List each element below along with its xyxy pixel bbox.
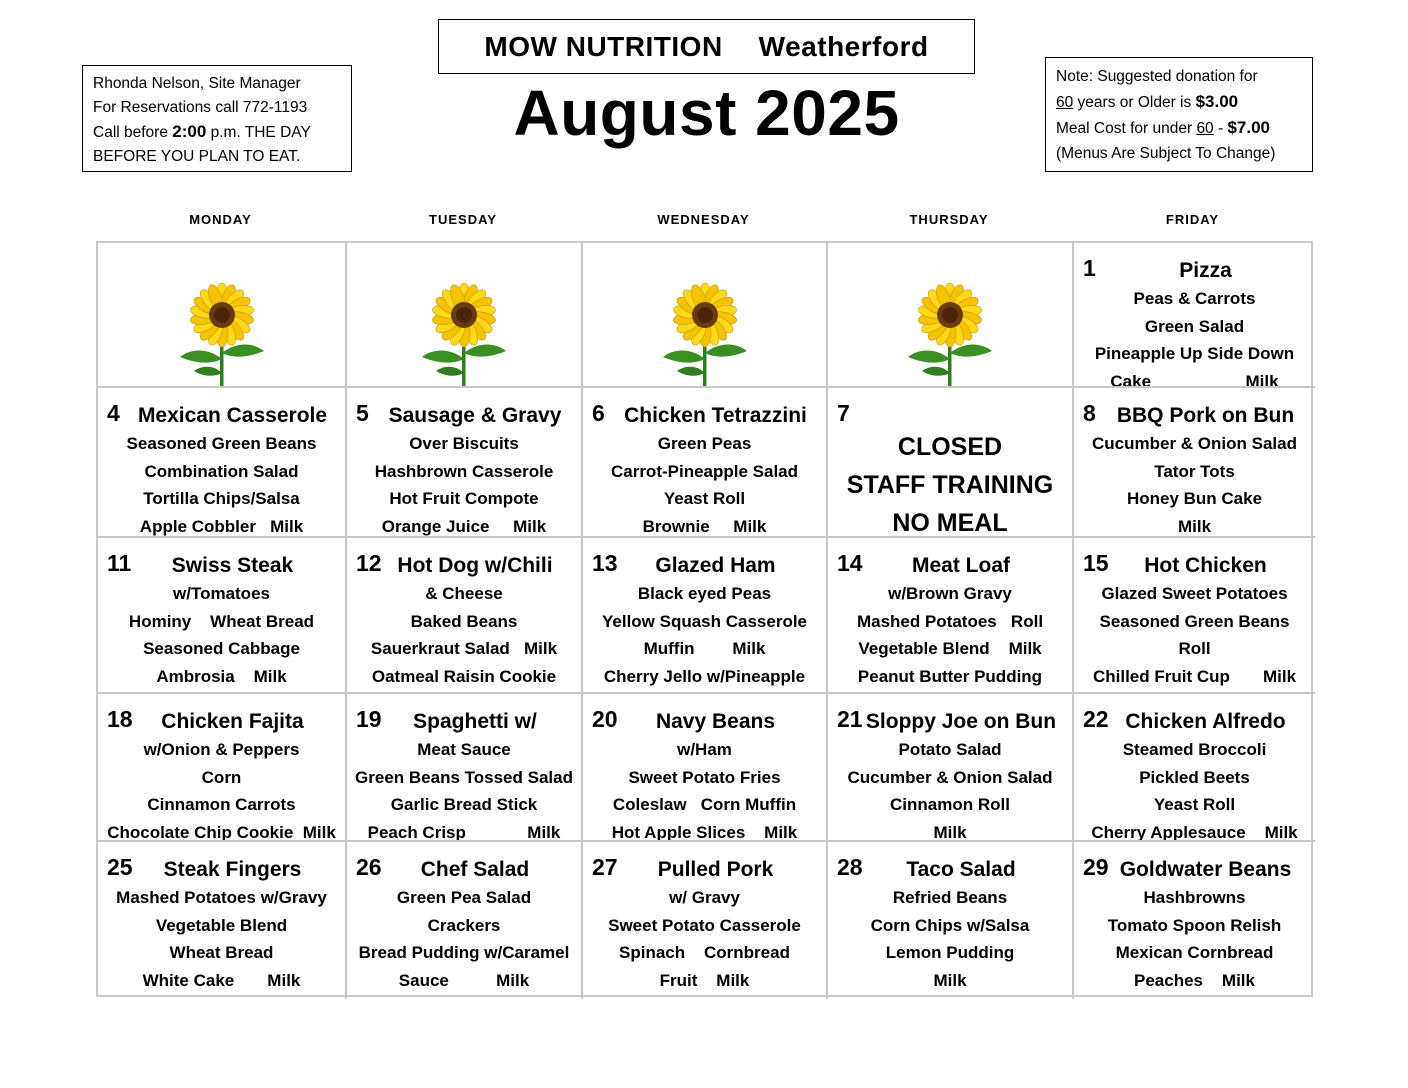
menu-item: Peach Crisp Milk (367, 822, 561, 842)
menu-item: w/Ham (677, 740, 732, 759)
weekday-header-wednesday: WEDNESDAY (657, 212, 750, 227)
sunflower-icon (414, 277, 514, 388)
main-dish: Swiss Steak (171, 554, 294, 577)
empty-day-cell (583, 243, 828, 388)
day-number: 18 (107, 706, 133, 732)
day-cell-26 (347, 842, 583, 999)
menu-item: Over Biscuits (409, 434, 519, 453)
menu-item: Hot Fruit Compote (389, 489, 539, 508)
day-number: 25 (107, 854, 133, 880)
menu-item: Spinach Cornbread (619, 943, 790, 962)
day-cell-8 (1074, 388, 1315, 538)
day-cell-1 (1074, 243, 1315, 388)
day-number: 14 (837, 550, 863, 576)
menu-item: Vegetable Blend Milk (858, 639, 1042, 658)
day-number: 19 (356, 706, 382, 732)
menu-item: Peanut Butter Pudding (857, 666, 1043, 686)
main-dish: Glazed Ham (655, 554, 776, 577)
menu-item: Hashbrowns (1143, 888, 1246, 907)
day-number: 8 (1083, 400, 1096, 426)
menu-item: Milk (933, 822, 967, 842)
menu-items (98, 708, 345, 842)
menu-item: Seasoned Green Beans (1099, 611, 1290, 631)
menu-item: Carrot-Pineapple Salad (610, 461, 799, 481)
weekday-header-friday: FRIDAY (1165, 212, 1220, 227)
day-cell-6 (583, 388, 828, 538)
menu-item: Honey Bun Cake (1126, 489, 1263, 508)
menu-item: Corn (201, 767, 242, 787)
menu-item: White Cake Milk (142, 970, 301, 990)
menu-item: Lemon Pudding (885, 943, 1015, 962)
main-dish: Sloppy Joe on Bun (865, 710, 1057, 733)
day-number: 21 (837, 706, 863, 732)
note-line: Note: Suggested donation for (1056, 68, 1258, 85)
menu-item: Hominy Wheat Bread (128, 611, 315, 631)
day-cell-21 (828, 694, 1074, 842)
menu-item: Chilled Fruit Cup Milk (1092, 666, 1297, 686)
main-dish: Chicken Alfredo (1125, 710, 1286, 733)
day-number: 13 (592, 550, 618, 576)
menu-item: Tomato Spoon Relish (1107, 915, 1282, 935)
menu-item: Sweet Potato Casserole (608, 915, 801, 935)
menu-item: Fruit Milk (659, 970, 750, 990)
main-dish: CLOSED (897, 433, 1003, 461)
day-number: 26 (356, 854, 382, 880)
menu-item: NO MEAL (892, 509, 1008, 537)
menu-item: Muffin Milk (643, 639, 766, 658)
day-before-line: BEFORE YOU PLAN TO EAT. (93, 148, 301, 165)
menu-item: Peaches Milk (1134, 970, 1255, 990)
sunflower-icon (900, 277, 1000, 388)
menu-item: Milk (933, 970, 967, 990)
menu-item: Cinnamon Carrots (147, 795, 296, 814)
closed-notice (828, 428, 1072, 538)
day-cell-29 (1074, 842, 1315, 999)
day-cell-28 (828, 842, 1074, 999)
menu-item: Combination Salad (144, 461, 299, 481)
menu-item: Green Salad (1144, 316, 1245, 336)
menu-items (98, 552, 345, 690)
main-dish: Chicken Tetrazzini (624, 404, 807, 427)
menu-item: Brownie Milk (642, 516, 767, 536)
weekday-header-thursday: THURSDAY (909, 212, 989, 227)
day-number: 12 (356, 550, 382, 576)
day-cell-22 (1074, 694, 1315, 842)
menu-item: Tortilla Chips/Salsa (143, 489, 300, 508)
day-number: 29 (1083, 854, 1109, 880)
menu-items (347, 708, 581, 842)
main-dish: Chef Salad (420, 858, 530, 881)
menu-items (583, 708, 826, 842)
main-dish: Taco Salad (906, 858, 1016, 881)
main-dish: Mexican Casserole (137, 404, 328, 427)
menu-item: Hot Apple Slices Milk (611, 822, 798, 842)
menu-item: Tator Tots (1154, 461, 1235, 481)
main-dish: Goldwater Beans (1119, 858, 1292, 881)
menu-item: Mexican Cornbread (1115, 943, 1274, 962)
main-dish: BBQ Pork on Bun (1116, 404, 1295, 427)
day-number: 22 (1083, 706, 1109, 732)
menu-item: Steamed Broccoli (1122, 740, 1267, 759)
menu-items (347, 552, 581, 690)
empty-day-cell (347, 243, 583, 388)
main-dish: Navy Beans (655, 710, 776, 733)
menu-item: Pineapple Up Side Down (1094, 344, 1295, 363)
main-dish: Steak Fingers (163, 858, 302, 881)
site-title (438, 19, 975, 74)
menu-item: Wheat Bread (169, 943, 274, 962)
menu-item: Cucumber & Onion Salad (847, 767, 1053, 787)
empty-day-cell (828, 243, 1074, 388)
main-dish: Pulled Pork (657, 858, 774, 881)
meal-cost-line: Meal Cost for under 60 - $7.00 (1056, 118, 1271, 137)
menu-item: Ambrosia Milk (156, 666, 287, 686)
main-dish: Hot Chicken (1144, 554, 1267, 577)
menu-item: Hashbrown Casserole (374, 461, 554, 481)
menu-item: Black eyed Peas (637, 584, 772, 603)
menu-item: Oatmeal Raisin Cookie (371, 666, 557, 686)
menu-item: Yeast Roll (663, 489, 746, 508)
sunflower-icon (172, 277, 272, 388)
main-dish: Pizza (1179, 259, 1232, 282)
menu-item: w/Brown Gravy (888, 584, 1012, 603)
reservation-line: For Reservations call 772-1193 (93, 99, 308, 116)
menu-item: Mashed Potatoes w/Gravy (116, 888, 327, 907)
menu-item: Cherry Applesauce Milk (1091, 822, 1298, 842)
menu-item: Mashed Potatoes Roll (856, 611, 1044, 631)
menu-item: Sauerkraut Salad Milk (370, 639, 558, 658)
menu-items (347, 402, 581, 538)
manager-line: Rhonda Nelson, Site Manager (93, 75, 301, 92)
menu-items (828, 856, 1072, 994)
menu-item: Sweet Potato Fries (628, 767, 781, 787)
menu-items (583, 856, 826, 994)
menu-item: Potato Salad (898, 740, 1002, 759)
menu-item: Cake Milk (1110, 371, 1279, 388)
menu-item: Chocolate Chip Cookie Milk (107, 822, 336, 842)
weekday-header-tuesday: TUESDAY (429, 212, 497, 227)
menu-item: Coleslaw Corn Muffin (612, 795, 797, 814)
day-number: 1 (1083, 255, 1096, 281)
site-name: Weatherford (758, 30, 929, 62)
day-cell-7 (828, 388, 1074, 538)
menu-items (98, 402, 345, 538)
day-number: 28 (837, 854, 863, 880)
weekday-header-monday: MONDAY (189, 212, 252, 227)
menu-item: STAFF TRAINING (846, 471, 1054, 499)
menu-item: Bread Pudding w/Caramel (358, 943, 570, 962)
month-title: August 2025 (513, 77, 900, 149)
day-cell-13 (583, 538, 828, 694)
menu-item: & Cheese (425, 584, 503, 603)
day-cell-25 (98, 842, 347, 999)
day-number: 7 (837, 400, 850, 426)
menu-item: Glazed Sweet Potatoes (1101, 584, 1288, 603)
day-number: 6 (592, 400, 605, 426)
menu-change-line: (Menus Are Subject To Change) (1056, 145, 1276, 162)
day-cell-5 (347, 388, 583, 538)
menu-item: Refried Beans (892, 888, 1008, 907)
menu-items (1074, 257, 1315, 388)
main-dish: Spaghetti w/ (413, 710, 537, 733)
day-cell-27 (583, 842, 828, 999)
day-number: 27 (592, 854, 618, 880)
menu-item: Baked Beans (410, 611, 518, 631)
main-dish: Meat Loaf (911, 554, 1010, 577)
menu-items (828, 552, 1072, 690)
menu-item: Corn Chips w/Salsa (870, 915, 1030, 935)
day-cell-4 (98, 388, 347, 538)
menu-item: Cinnamon Roll (890, 795, 1010, 814)
day-number: 15 (1083, 550, 1109, 576)
menu-item: Green Beans Tossed Salad (355, 767, 573, 787)
day-number: 5 (356, 400, 369, 426)
day-cell-12 (347, 538, 583, 694)
menu-item: Orange Juice Milk (381, 516, 547, 536)
menu-item: Garlic Bread Stick (390, 795, 538, 814)
menu-item: Cherry Jello w/Pineapple (603, 666, 806, 686)
menu-item: Cucumber & Onion Salad (1092, 434, 1297, 453)
donation-note (1045, 57, 1313, 172)
menu-item: Crackers (427, 915, 501, 935)
menu-items (1074, 856, 1315, 994)
day-cell-20 (583, 694, 828, 842)
day-number: 20 (592, 706, 618, 732)
menu-item: Roll (1178, 639, 1211, 658)
site-manager-info (82, 65, 352, 172)
call-before-line: Call before 2:00 p.m. THE DAY (93, 122, 311, 141)
day-cell-11 (98, 538, 347, 694)
menu-item: Seasoned Cabbage (143, 639, 300, 658)
menu-item: w/Tomatoes (173, 584, 270, 603)
menu-item: Peas & Carrots (1133, 289, 1256, 308)
day-cell-15 (1074, 538, 1315, 694)
sunflower-icon (655, 277, 755, 388)
menu-item: Sauce Milk (398, 970, 530, 990)
menu-items (1074, 708, 1315, 842)
main-dish: Hot Dog w/Chili (397, 554, 553, 577)
menu-item: Vegetable Blend (155, 915, 288, 935)
menu-item: Yellow Squash Casserole (601, 611, 808, 631)
menu-item: Seasoned Green Beans (126, 434, 317, 453)
menu-items (583, 402, 826, 538)
menu-item: Meat Sauce (417, 740, 511, 759)
main-dish: Sausage & Gravy (388, 404, 562, 427)
menu-items (583, 552, 826, 690)
day-cell-18 (98, 694, 347, 842)
day-number: 11 (107, 550, 132, 576)
menu-item: Pickled Beets (1139, 767, 1250, 787)
menu-items (1074, 552, 1315, 690)
menu-items (347, 856, 581, 994)
menu-item: w/Onion & Peppers (143, 740, 300, 759)
day-cell-19 (347, 694, 583, 842)
day-number: 4 (107, 400, 120, 426)
menu-calendar (96, 241, 1313, 997)
donation-line: 60 years or Older is $3.00 (1056, 92, 1239, 111)
org-name: MOW NUTRITION (484, 30, 723, 62)
day-cell-14 (828, 538, 1074, 694)
menu-item: Yeast Roll (1153, 795, 1236, 814)
menu-items (828, 708, 1072, 842)
empty-day-cell (98, 243, 347, 388)
menu-item: Green Pea Salad (396, 888, 532, 907)
menu-item: Green Peas (657, 434, 752, 453)
menu-item: w/ Gravy (669, 888, 740, 907)
main-dish: Chicken Fajita (161, 710, 304, 733)
menu-items (98, 856, 345, 994)
menu-item: Milk (1177, 516, 1212, 536)
menu-items (1074, 402, 1315, 538)
menu-item: Apple Cobbler Milk (139, 516, 304, 536)
